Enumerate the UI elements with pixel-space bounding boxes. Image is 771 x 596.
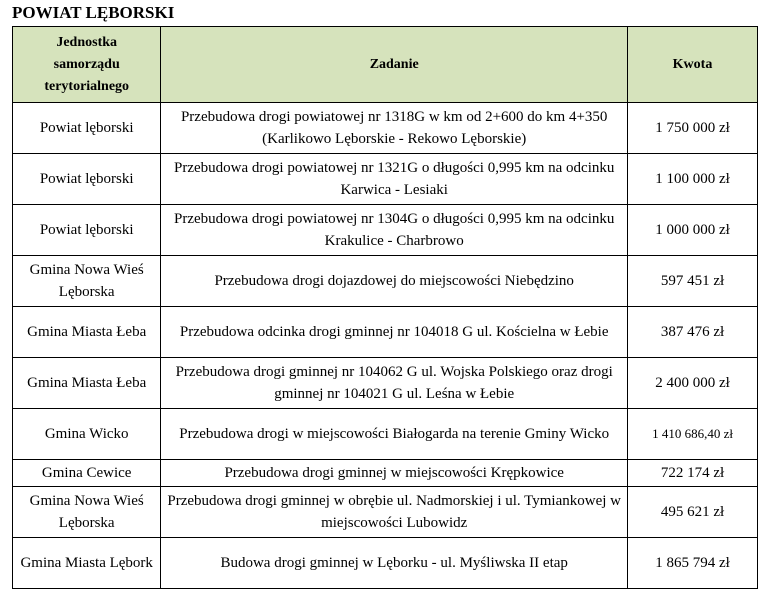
table-row [13, 256, 758, 307]
cell-amount: 1 410 686,40 zł [628, 409, 758, 460]
table-row [13, 154, 758, 205]
header-task: Zadanie [161, 27, 628, 103]
table-row [13, 205, 758, 256]
cell-unit: Gmina Miasta Lębork [13, 538, 161, 589]
cell-amount: 722 174 zł [628, 460, 758, 487]
cell-amount: 387 476 zł [628, 307, 758, 358]
cell-task: Przebudowa drogi gminnej nr 104062 G ul. Wojska Polskiego oraz drogi gminnej nr 104021 G ul. Leśna w Łebie [161, 358, 628, 409]
cell-task: Przebudowa drogi w miejscowości Białogarda na terenie Gminy Wicko [161, 409, 628, 460]
cell-unit: Gmina Cewice [13, 460, 161, 487]
cell-amount: 495 621 zł [628, 487, 758, 538]
cell-amount: 1 100 000 zł [628, 154, 758, 205]
page-title: POWIAT LĘBORSKI [12, 3, 175, 22]
table-row [13, 538, 758, 589]
table-row [13, 409, 758, 460]
table-header-row [13, 27, 758, 103]
table-row [13, 307, 758, 358]
table-row [13, 103, 758, 154]
cell-unit: Gmina Nowa Wieś Lęborska [13, 487, 161, 538]
cell-unit: Powiat lęborski [13, 154, 161, 205]
cell-amount: 1 000 000 zł [628, 205, 758, 256]
cell-amount: 1 750 000 zł [628, 103, 758, 154]
header-amount: Kwota [628, 27, 758, 103]
cell-amount: 1 865 794 zł [628, 538, 758, 589]
road-projects-table [12, 26, 758, 589]
table-row [13, 487, 758, 538]
header-unit [13, 27, 161, 103]
cell-task: Przebudowa drogi gminnej w miejscowości Krępkowice [161, 460, 628, 487]
cell-unit: Powiat lęborski [13, 205, 161, 256]
cell-unit: Gmina Miasta Łeba [13, 358, 161, 409]
cell-task: Przebudowa drogi gminnej w obrębie ul. Nadmorskiej i ul. Tymiankowej w miejscowości Lubowidz [161, 487, 628, 538]
cell-unit: Powiat lęborski [13, 103, 161, 154]
cell-unit: Gmina Wicko [13, 409, 161, 460]
cell-task: Budowa drogi gminnej w Lęborku - ul. Myśliwska II etap [161, 538, 628, 589]
cell-amount: 597 451 zł [628, 256, 758, 307]
cell-task: Przebudowa odcinka drogi gminnej nr 104018 G ul. Kościelna w Łebie [161, 307, 628, 358]
cell-task: Przebudowa drogi powiatowej nr 1321G o długości 0,995 km na odcinku Karwica - Lesiaki [161, 154, 628, 205]
header-unit-label: Jednostka samorządu terytorialnego [44, 34, 130, 94]
table-row [13, 460, 758, 487]
cell-task: Przebudowa drogi powiatowej nr 1304G o długości 0,995 km na odcinku Krakulice - Charbrowo [161, 205, 628, 256]
cell-task: Przebudowa drogi powiatowej nr 1318G w km od 2+600 do km 4+350 (Karlikowo Lęborskie - Rekowo Lęborskie) [161, 103, 628, 154]
cell-task: Przebudowa drogi dojazdowej do miejscowości Niebędzino [161, 256, 628, 307]
cell-unit: Gmina Miasta Łeba [13, 307, 161, 358]
table-row [13, 358, 758, 409]
cell-unit: Gmina Nowa Wieś Lęborska [13, 256, 161, 307]
cell-amount: 2 400 000 zł [628, 358, 758, 409]
